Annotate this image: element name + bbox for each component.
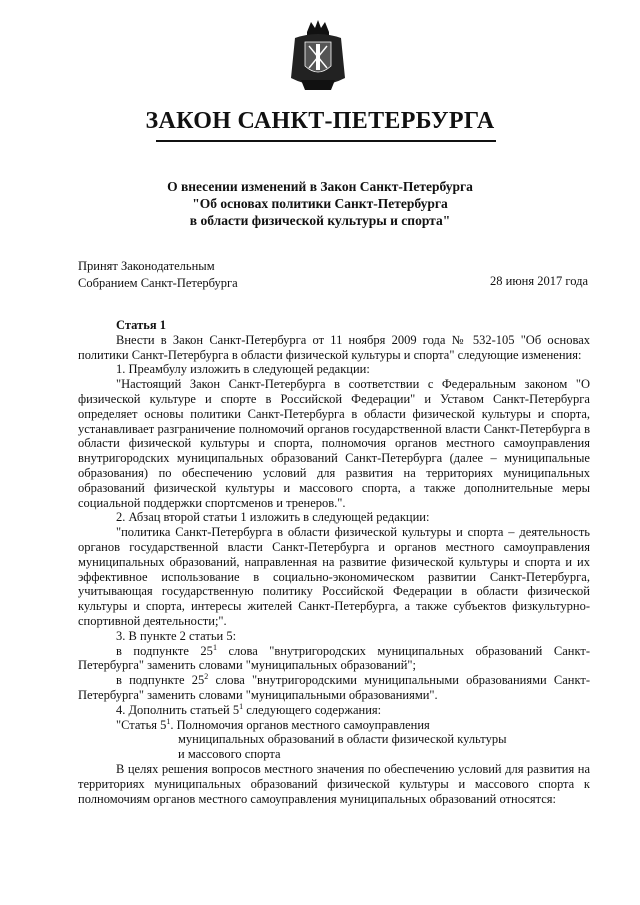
document-body — [78, 318, 590, 806]
text: . Полномочия органов местного самоуправления — [170, 717, 430, 732]
article-heading: Статья 1 — [116, 318, 166, 332]
paragraph: муниципальных образований в области физической культуры — [178, 732, 507, 747]
adoption-line: Принят Законодательным — [78, 259, 215, 273]
text: в подпункте 25 — [116, 643, 213, 658]
coat-of-arms-emblem — [287, 18, 349, 96]
paragraph: "Настоящий Закон Санкт-Петербурга в соответствии с Федеральным законом "О физической культуре и спорте в Российской Федерации" и Уставом Санкт-Петербурга определяет основы политики Санкт-Петербурга в области физической культуры и спорта, устанавливает разграничение полномочий органов государственной власти Санкт-Петербурга в области физической культуры и спорта, полномочия органов местного самоуправления внутригородских муниципальных образований Санкт-Петербурга (далее – муниципальные образования) по обеспечению условий для развития на территориях муниципальных образований физической культуры и массового спорта, а также дополнительные меры социальной поддержки спортсменов и тренеров.". — [78, 377, 590, 510]
paragraph: 3. В пункте 2 статьи 5: — [116, 628, 237, 643]
text: 4. Дополнить статьей 5 — [116, 702, 240, 717]
law-title: ЗАКОН САНКТ-ПЕТЕРБУРГА — [145, 108, 495, 134]
paragraph: Внести в Закон Санкт-Петербурга от 11 ноября 2009 года № 532-105 "Об основах политики Санкт-Петербурга в области физической культуры и спорта" следующие изменения: — [78, 332, 590, 362]
paragraph: 2. Абзац второй статьи 1 изложить в следующей редакции: — [116, 510, 430, 525]
superscript: 1 — [212, 642, 217, 652]
paragraph — [78, 644, 590, 674]
subtitle-line: О внесении изменений в Закон Санкт-Петербурга — [167, 179, 473, 194]
text: "Статья 5 — [116, 717, 167, 732]
superscript: 1 — [239, 701, 244, 711]
text: слова "внутригородскими муниципальными образованиями Санкт-Петербурга" заменить словами "муниципальными образованиями". — [78, 673, 591, 702]
paragraph: "политика Санкт-Петербурга в области физической культуры и спорта – деятельность органов государственной власти Санкт-Петербурга и органов местного самоуправления муниципальных образований, направленная на развитие физической культуры и спорта и их эффективное использование в социально-экономическом развитии Санкт-Петербурга, учитывающая государственную политику Российской Федерации в области физической культуры и спорта, интересы жителей Санкт-Петербурга, а также субъектов физкультурно-спортивной деятельности;". — [78, 525, 590, 628]
title-underline — [156, 140, 496, 142]
paragraph: 1. Преамбулу изложить в следующей редакции: — [116, 362, 370, 377]
subtitle-line: "Об основах политики Санкт-Петербурга — [192, 196, 448, 211]
law-subtitle — [0, 178, 640, 229]
superscript: 1 — [166, 716, 171, 726]
superscript: 2 — [204, 671, 209, 681]
text: следующего содержания: — [243, 702, 382, 717]
adoption-note — [78, 258, 238, 291]
text: в подпункте 25 — [116, 673, 205, 688]
adoption-line: Собранием Санкт-Петербурга — [78, 275, 238, 290]
paragraph — [78, 673, 590, 703]
text: слова "внутригородских муниципальных образований Санкт-Петербурга" заменить словами "муниципальных образований"; — [78, 643, 590, 673]
adoption-date: 28 июня 2017 года — [490, 274, 588, 288]
paragraph — [78, 703, 590, 718]
paragraph: В целях решения вопросов местного значения по обеспечению условий для развития на территориях муниципальных образований физической культуры и массового спорта к полномочиям органов местного самоуправления муниципальных образований относятся: — [78, 761, 590, 806]
subtitle-line: в области физической культуры и спорта" — [189, 213, 451, 228]
paragraph — [78, 718, 590, 733]
paragraph: и массового спорта — [178, 747, 281, 762]
